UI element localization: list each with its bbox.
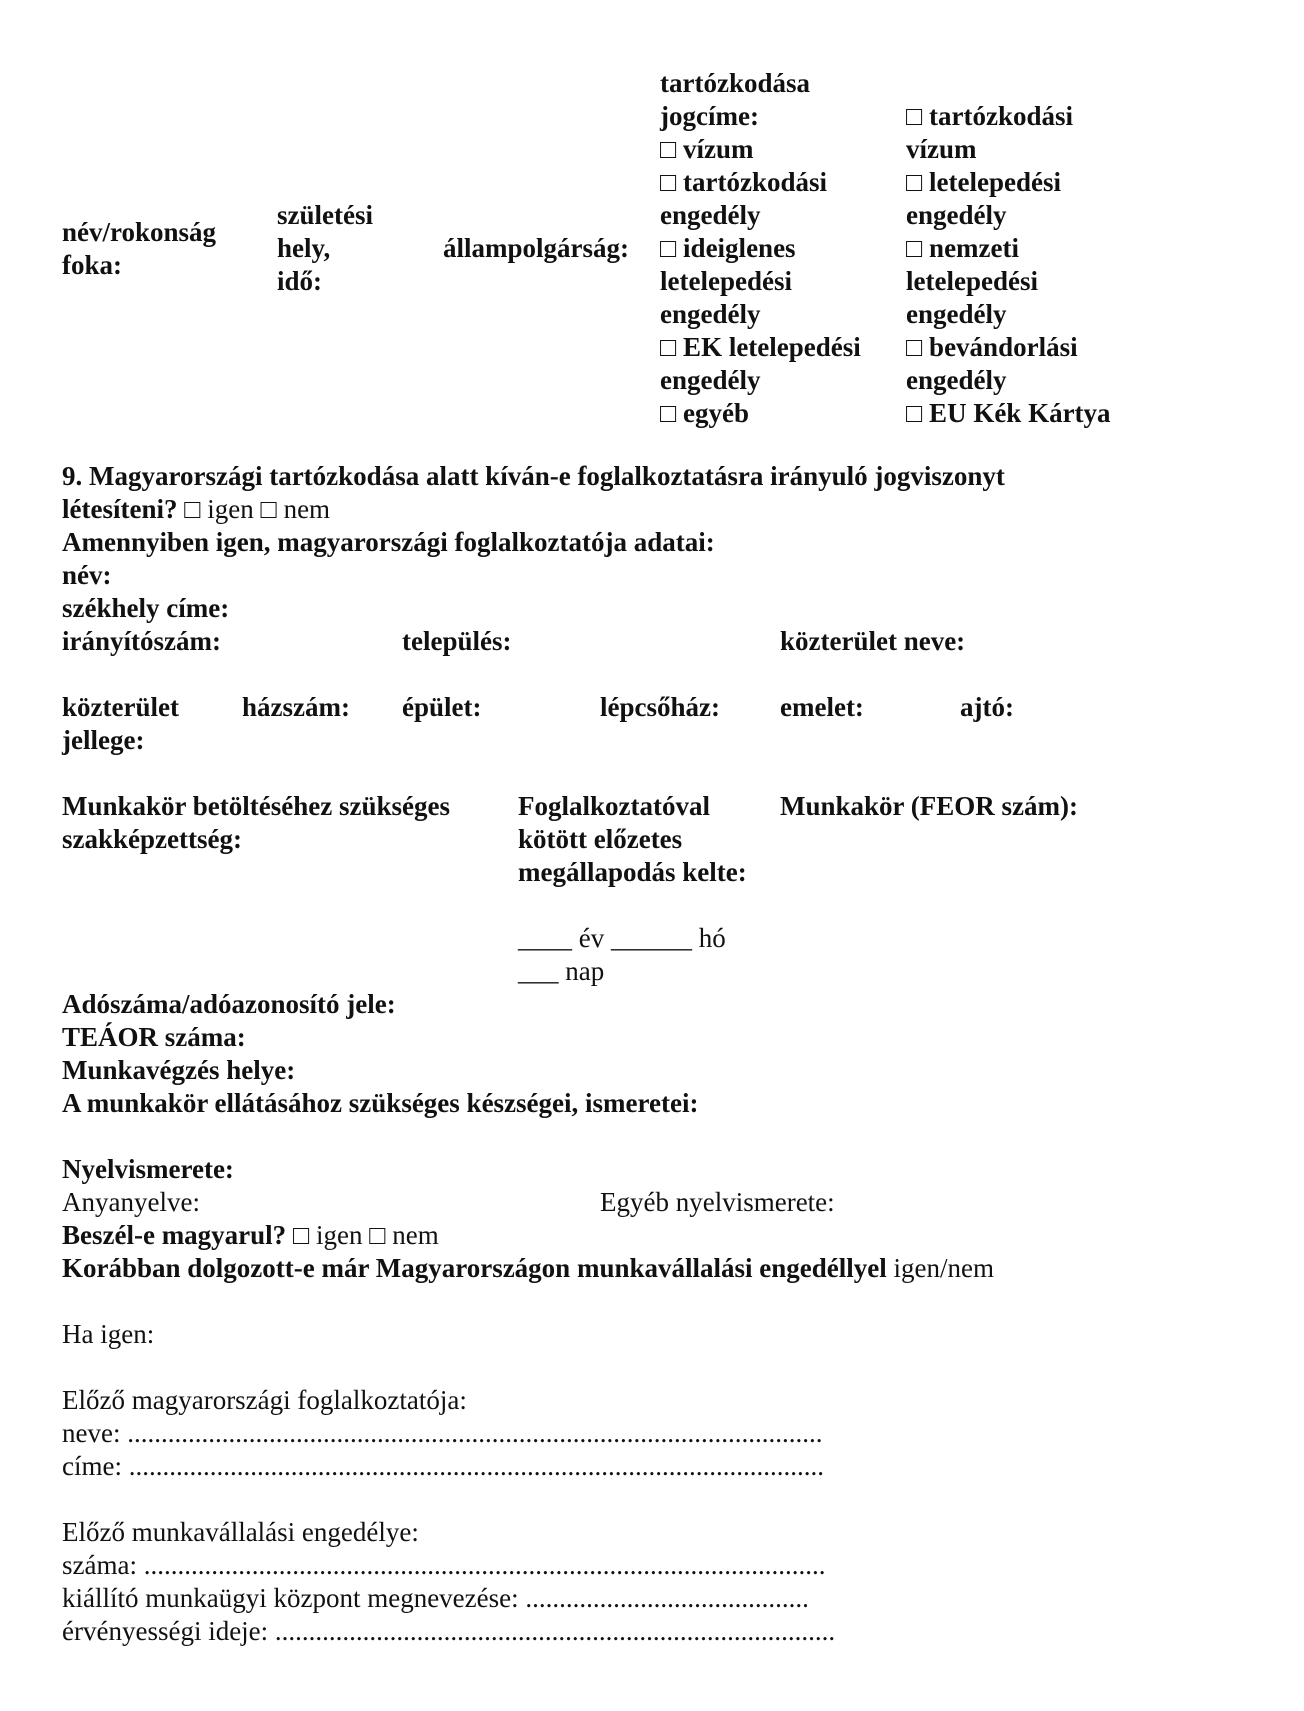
qualification-label: Munkakör betöltéséhez szükséges (62, 791, 450, 821)
agreement-date-field[interactable]: ____ év ______ hó (518, 923, 726, 953)
feor-label: Munkakör (FEOR szám): (780, 791, 1079, 821)
prev-employer-address-field[interactable]: címe: ....................................................................................................... (62, 1451, 824, 1481)
workplace-label: Munkavégzés helye: (62, 1055, 296, 1085)
residence-option-national-settlement[interactable]: □ nemzeti (906, 233, 1020, 263)
col-birth-line: születési (277, 200, 373, 230)
prev-permit-heading: Előző munkavállalási engedélye: (62, 1517, 419, 1547)
residence-option-settlement[interactable]: □ letelepedési (906, 167, 1062, 197)
q9-question-end: létesíteni? (62, 494, 178, 524)
q9-question-line1: 9. Magyarországi tartózkodása alatt kíván-e foglalkoztatásra irányuló jogviszonyt (62, 461, 1005, 491)
col-name-line: foka: (62, 250, 122, 280)
col-citizenship-header (443, 232, 629, 265)
agreement-label-2: kötött előzetes (518, 824, 683, 854)
residence-option-immigration[interactable]: □ bevándorlási (906, 332, 1078, 362)
city-label: település: (402, 626, 512, 656)
col-residence-b (906, 100, 1111, 430)
residence-line: jogcíme: (660, 101, 759, 131)
speaks-hungarian-options[interactable]: □ igen □ nem (292, 1220, 439, 1250)
street-name-label: közterület neve: (780, 626, 966, 656)
prev-permit-issuer-field[interactable]: kiállító munkaügyi központ megnevezése: .......................................... (62, 1583, 809, 1613)
residence-line: engedély (906, 365, 1007, 395)
skills-label: A munkakör ellátásához szükséges készségei, ismeretei: (62, 1088, 699, 1118)
prev-employer-name-field[interactable]: neve: ....................................................................................................... (62, 1418, 823, 1448)
col-birth-line: idő: (277, 266, 323, 296)
residence-line: engedély (906, 299, 1007, 329)
residence-option-residence-visa[interactable]: □ tartózkodási (906, 101, 1074, 131)
language-heading: Nyelvismerete: (62, 1154, 234, 1184)
worked-before-options[interactable]: igen/nem (893, 1253, 994, 1283)
col-name-header (62, 216, 216, 282)
tax-id-label: Adószáma/adóazonosító jele: (62, 989, 396, 1019)
agreement-label-3: megállapodás kelte: (518, 857, 747, 887)
prev-permit-number-field[interactable]: száma: ..................................................................................................... (62, 1550, 826, 1580)
employer-heading: Amennyiben igen, magyarországi foglalkoztatója adatai: (62, 527, 715, 557)
residence-line: letelepedési (660, 266, 792, 296)
residence-line: engedély (660, 200, 761, 230)
residence-option-visa[interactable]: □ vízum (660, 134, 754, 164)
building-label: épület: (402, 692, 482, 722)
speaks-hungarian-label: Beszél-e magyarul? (62, 1220, 287, 1250)
residence-option-residence-permit[interactable]: □ tartózkodási (660, 167, 828, 197)
residence-line: engedély (906, 200, 1007, 230)
teaor-label: TEÁOR száma: (62, 1022, 246, 1052)
prev-employer-heading: Előző magyarországi foglalkoztatója: (62, 1385, 467, 1415)
prev-permit-validity-field[interactable]: érvényességi ideje: ................................................................................... (62, 1616, 836, 1646)
worked-before-row (62, 1252, 994, 1285)
mother-tongue-label: Anyanyelve: (62, 1187, 200, 1217)
door-label: ajtó: (960, 692, 1014, 722)
zip-label: irányítószám: (62, 626, 221, 656)
if-yes-label: Ha igen: (62, 1319, 155, 1349)
speaks-hungarian-row (62, 1219, 439, 1252)
residence-line: engedély (660, 299, 761, 329)
col-birth-header (277, 199, 373, 298)
staircase-label: lépcsőház: (600, 692, 720, 722)
residence-line: tartózkodása (660, 68, 810, 98)
residence-option-temp-settlement[interactable]: □ ideiglenes (660, 233, 796, 263)
qualification-label-2: szakképzettség: (62, 824, 242, 854)
residence-line: engedély (660, 365, 761, 395)
residence-line: letelepedési (906, 266, 1038, 296)
agreement-label: Foglalkoztatóval (518, 791, 710, 821)
house-number-label: házszám: (242, 692, 350, 722)
residence-option-eu-blue-card[interactable]: □ EU Kék Kártya (906, 398, 1111, 428)
street-type-label: közterület (62, 692, 179, 722)
q9-options[interactable]: □ igen □ nem (184, 494, 331, 524)
col-residence-a (660, 67, 861, 430)
worked-before-label: Korábban dolgozott-e már Magyarországon munkavállalási engedéllyel (62, 1253, 887, 1283)
agreement-day-field[interactable]: ___ nap (518, 956, 605, 986)
residence-line: vízum (906, 134, 977, 164)
q9-question-line2 (62, 493, 330, 526)
residence-option-other[interactable]: □ egyéb (660, 398, 750, 428)
other-languages-label: Egyéb nyelvismerete: (600, 1187, 835, 1217)
street-type-label-2: jellege: (62, 725, 145, 755)
residence-option-ec-settlement[interactable]: □ EK letelepedési (660, 332, 861, 362)
col-birth-line: hely, (277, 233, 331, 263)
col-citizenship-label: állampolgárság: (443, 233, 629, 263)
col-name-line: név/rokonság (62, 217, 217, 247)
employer-name-label: név: (62, 560, 112, 590)
floor-label: emelet: (780, 692, 864, 722)
employer-seat-label: székhely címe: (62, 593, 230, 623)
